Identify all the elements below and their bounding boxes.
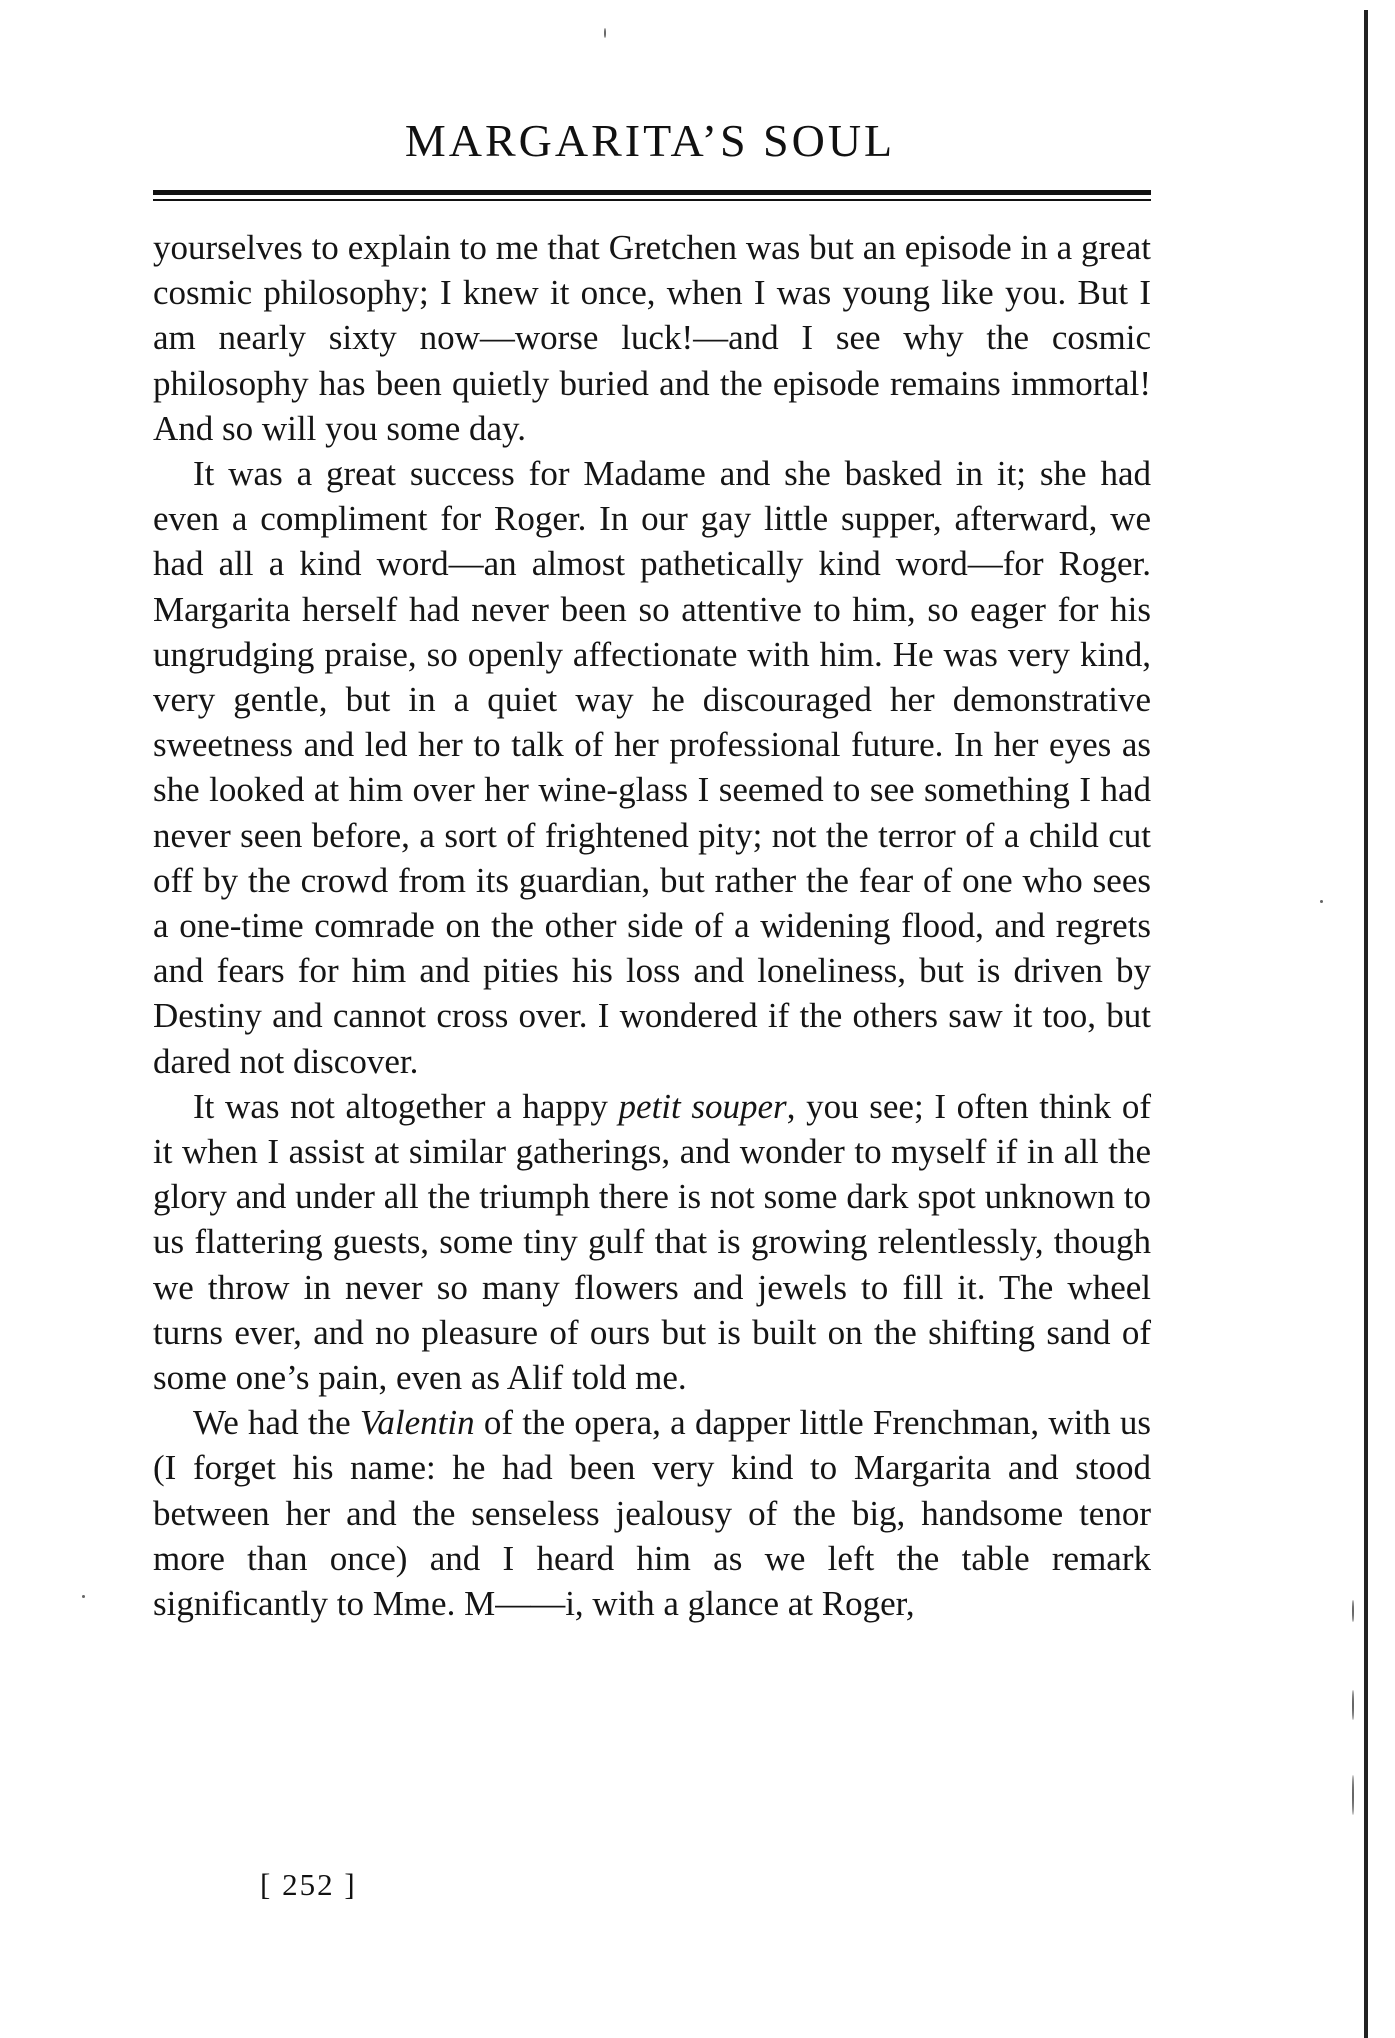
running-title: MARGARITA’S SOUL: [404, 115, 896, 166]
body-text: [153, 225, 1151, 1626]
paragraph: [153, 451, 1151, 1084]
paragraph: [153, 1400, 1151, 1626]
paragraph-continued: [153, 225, 1151, 451]
paper-speck: [604, 28, 606, 38]
header-rule-thin: [153, 199, 1151, 201]
page-number: [ 252 ]: [260, 1867, 357, 1902]
text-run: of the opera, a dapper little Frenchman, with us (I forget his name: he had been very kind to Margarita and stood between her and the senseless jealousy of the big, handsome tenor more than once) and I heard him as we left the table remark significantly to Mme. M——i, with a glance at Roger,: [153, 1403, 1151, 1624]
text-run: We had the: [193, 1403, 360, 1443]
header-rule-thick: [153, 190, 1151, 195]
paragraph: [153, 1084, 1151, 1400]
italic-phrase: petit souper: [618, 1086, 787, 1126]
paper-speck: [1352, 1600, 1354, 1622]
italic-phrase: Valentin: [359, 1403, 475, 1443]
paper-speck: [82, 1595, 85, 1598]
text-run: yourselves to explain to me that Gretchen was but an episode in a great cosmic philosophy; I knew it once, when I was young like you. But I am nearly sixty now—worse luck!—and I see why the cosmic philosophy has been quietly buried and the episode remains immortal! And so will you some day.: [153, 228, 1151, 448]
text-run: It was not altogether a happy: [193, 1086, 619, 1126]
text-run: , you see; I often think of it when I assist at similar gatherings, and wonder to myself if in all the glory and under all the triumph there is not some dark spot unknown to us flattering guests, some tiny gulf that is growing relentlessly, though we throw in never so many flowers and jewels to fill it. The wheel turns ever, and no pleasure of ours but is built on the shifting sand of some one’s pain, even as Alif told me.: [153, 1086, 1152, 1398]
paper-speck: [1352, 1775, 1354, 1815]
paper-speck: [1320, 900, 1323, 903]
page-binding-edge: [1364, 10, 1368, 2038]
paper-speck: [1352, 1690, 1354, 1720]
text-run: It was a great success for Madame and she basked in it; she had even a compliment for Roger. In our gay little supper, afterward, we had all a kind word—an almost pathetically kind word—for Roger. Margarita herself had never been so attentive to him, so eager for his ungrudging praise, so openly affectionate with him. He was very kind, very gentle, but in a quiet way he discouraged her demonstrative sweetness and led her to talk of her professional future. In her eyes as she looked at him over her wine-glass I seemed to see something I had never seen before, a sort of frightened pity; not the terror of a child cut off by the crowd from its guardian, but rather the fear of one who sees a one-time comrade on the other side of a widening flood, and regrets and fears for him and pities his loss and loneliness, but is driven by Destiny and cannot cross over. I wondered if the others saw it too, but dared not discover.: [153, 454, 1151, 1081]
